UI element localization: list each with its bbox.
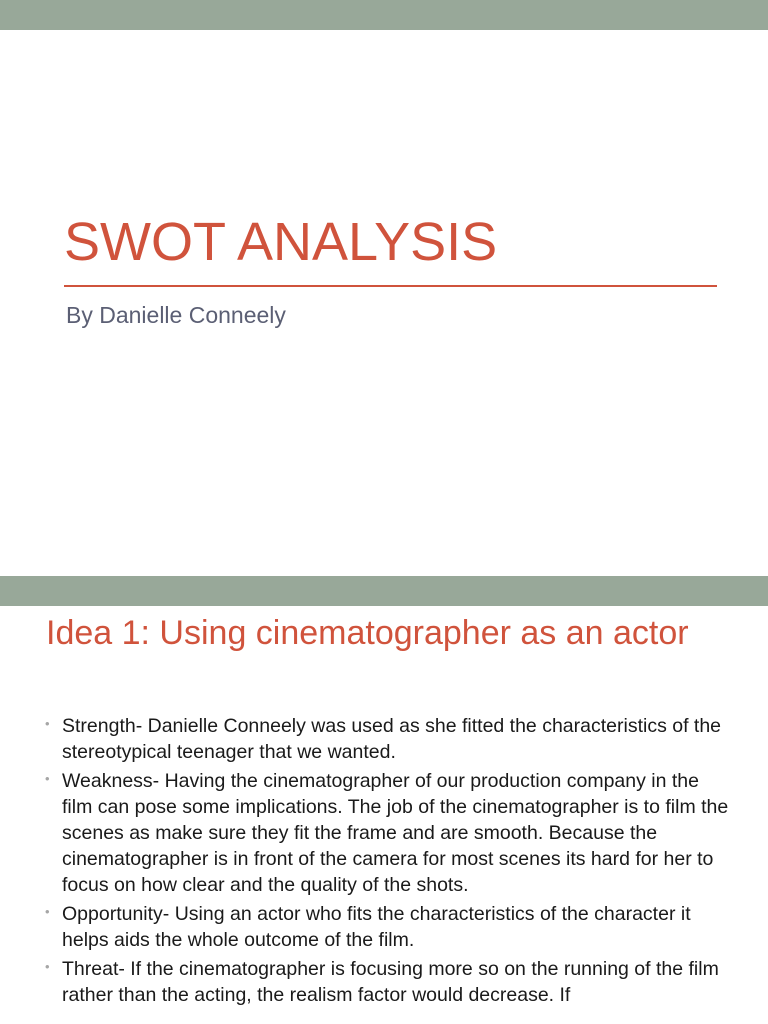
slide-title: SWOT ANALYSIS: [64, 212, 498, 272]
bullet-text: Opportunity- Using an actor who fits the characteristics of the character it helps aids the whole outcome of the film.: [62, 903, 691, 951]
bullet-text: Threat- If the cinematographer is focusing more so on the running of the film rather than the acting, the realism factor would decrease. If: [62, 958, 719, 1006]
bullet-text: Weakness- Having the cinematographer of our production company in the film can pose some implications. The job of the cinematographer is to film the scenes as make sure they fit the frame and are smooth. Because the cinematographer is in front of the camera for most scenes its hard for her to focus on how clear and the quality of the shots.: [62, 770, 729, 896]
bullet-item: [44, 713, 734, 765]
bullet-dot-icon: •: [45, 959, 50, 974]
slide-top-bar: [0, 0, 768, 30]
title-underline: [64, 285, 717, 287]
slide-title: Idea 1: Using cinematographer as an actor: [46, 614, 689, 652]
slide-subtitle: By Danielle Conneely: [66, 302, 286, 328]
bullet-item: [44, 768, 734, 898]
bullet-list: [44, 713, 734, 1011]
bullet-text: Strength- Danielle Conneely was used as she fitted the characteristics of the stereotypical teenager that we wanted.: [62, 715, 722, 763]
bullet-item: [44, 956, 734, 1008]
bullet-dot-icon: •: [45, 904, 50, 919]
content-slide: [0, 576, 768, 1006]
bullet-item: [44, 901, 734, 953]
bullet-dot-icon: •: [45, 716, 50, 731]
slide-top-bar: [0, 576, 768, 606]
bullet-dot-icon: •: [45, 771, 50, 786]
